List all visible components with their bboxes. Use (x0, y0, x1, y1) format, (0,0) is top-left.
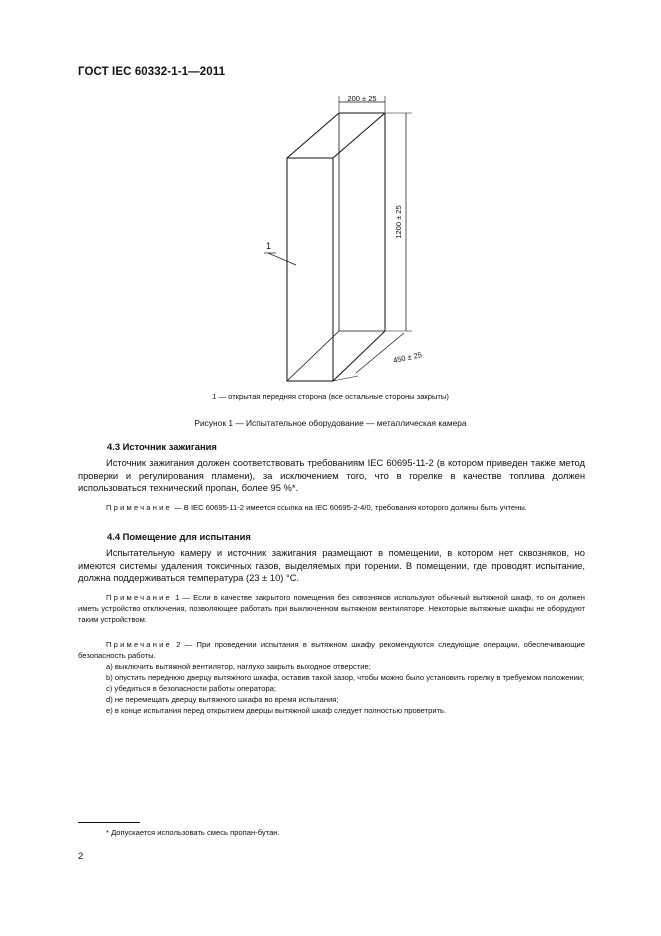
list-item: а) выключить вытяжной вентилятор, наглухо закрыть выходное отверстие; (106, 662, 371, 671)
chamber-front-face (287, 158, 333, 381)
section-4-3-note: Примечание — В IEC 60695-11-2 имеется ссылка на IEC 60695-2-4/0, требования которого должны быть учтены. (106, 503, 527, 512)
dim-depth-label: 450 ± 25 (392, 350, 423, 365)
section-4-4-paragraph: Испытательную камеру и источник зажигания размещают в помещении, в котором нет сквозняков, но имеются системы удаления токсичных газов, выделяемых при горении. В помещении, где проводят испытание, должна поддерживаться температура (23 ± 10) °С. (78, 547, 585, 584)
list-item: с) убедиться в безопасности работы оператора; (106, 684, 276, 693)
list-item: b) опустить переднюю дверцу вытяжного шкафа, оставив такой зазор, чтобы можно было установить горелку в требуемом положении; (106, 673, 585, 682)
section-4-4-note-2: Примечание 2 — При проведении испытания в вытяжном шкафу рекомендуются следующие операции, обеспечивающие безопасность работы. (78, 640, 585, 660)
list-item: е) в конце испытания перед открытием дверцы вытяжной шкаф следует полностью проветрить. (106, 706, 447, 715)
figure-label-1: 1 (266, 241, 272, 251)
list-item: d) не перемещать дверцу вытяжного шкафа во время испытания; (106, 695, 339, 704)
section-4-3-paragraph: Источник зажигания должен соответствовать требованиям IEC 60695-11-2 (в котором приведен также метод проверки и регулирования пламени), за исключением того, что в горелке в качестве топлива должен использоваться технический пропан, более 95 %*. (78, 457, 585, 494)
note-label: Примечание (106, 503, 172, 512)
footnote: * Допускается использовать смесь пропан-бутан. (106, 828, 280, 837)
safety-operations-list (78, 661, 585, 716)
figure-caption: Рисунок 1 — Испытательное оборудование — металлическая камера (194, 418, 467, 428)
document-header: ГОСТ IEC 60332-1-1—2011 (78, 66, 226, 78)
section-4-3-heading: 4.3 Источник зажигания (107, 441, 217, 452)
label-1-leader (268, 253, 296, 265)
page-number: 2 (78, 850, 84, 861)
chamber-right-edges (333, 113, 385, 381)
depth-dim-line (356, 333, 404, 373)
figure-legend: 1 — открытая передняя сторона (все остальные стороны закрыты) (212, 392, 449, 401)
chamber-top-edges (287, 113, 385, 158)
dim-width-label: 200 ± 25 (347, 94, 377, 103)
note-label: Примечание (106, 593, 172, 602)
footnote-divider (78, 822, 140, 823)
test-chamber-figure (250, 86, 450, 386)
note-label: Примечание (106, 640, 172, 649)
section-4-4-heading: 4.4 Помещение для испытания (107, 531, 251, 542)
section-4-4-note-1: Примечание 1 — Если в качестве закрытого помещения без сквозняков используют обычный вытяжной шкаф, то он должен иметь устройство отключения, позволяющее работать при выключенном вытяжном вентиляторе. Некоторые вытяжные шкафы не оборудуют таким устройством. (78, 593, 585, 624)
dim-height-label: 1200 ± 25 (394, 205, 403, 239)
